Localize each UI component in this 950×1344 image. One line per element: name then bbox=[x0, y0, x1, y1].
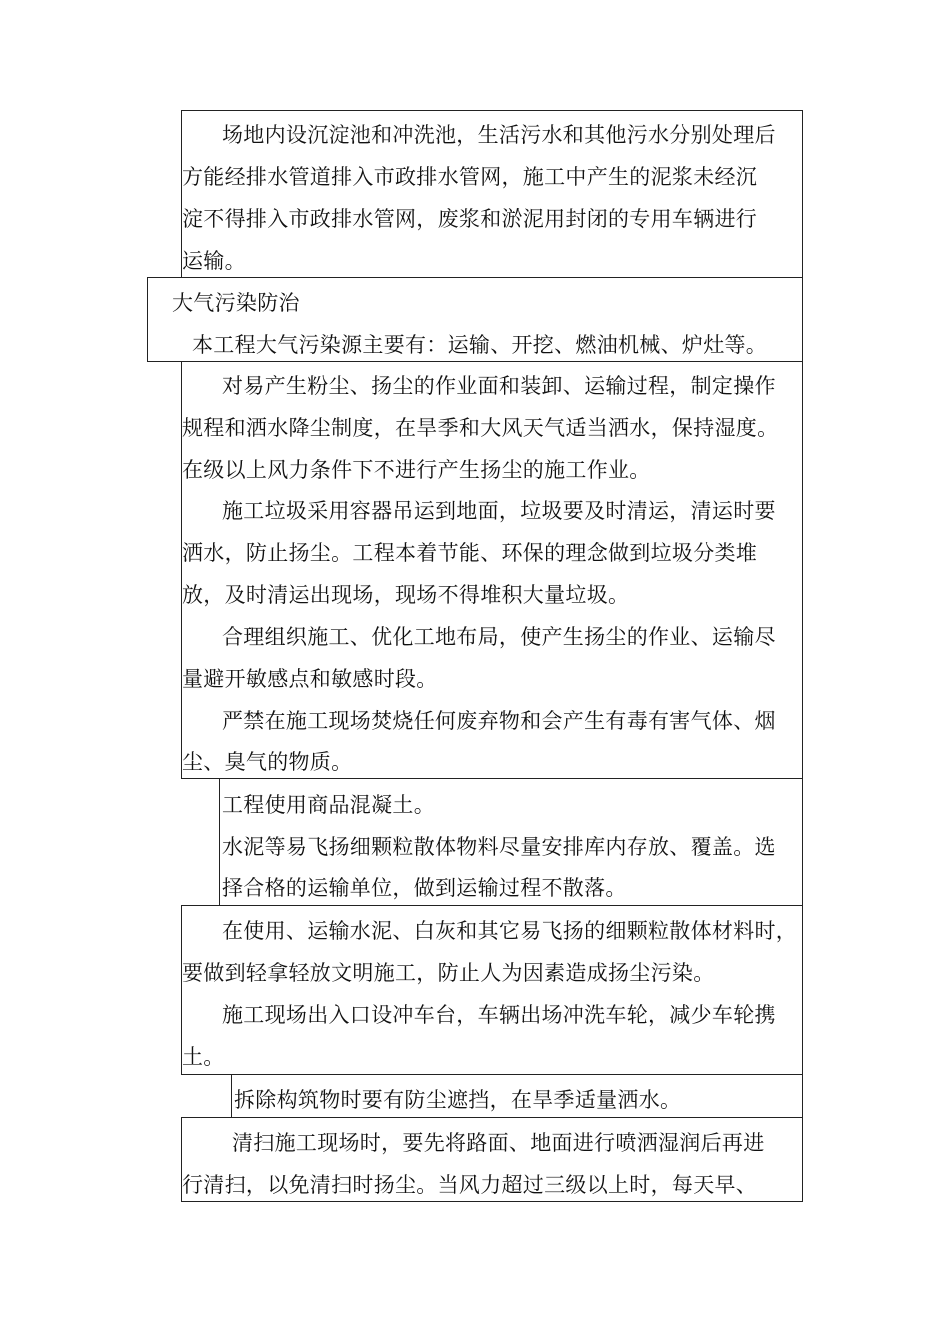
text-line: 清扫施工现场时，要先将路面、地面进行喷洒湿润后再进 bbox=[232, 1131, 765, 1155]
text-line: 放，及时清运出现场，现场不得堆积大量垃圾。 bbox=[182, 583, 630, 607]
text-line: 场地内设沉淀池和冲洗池，生活污水和其他污水分别处理后 bbox=[222, 123, 776, 147]
text-line: 要做到轻拿轻放文明施工，防止人为因素造成扬尘污染。 bbox=[182, 961, 715, 985]
text-line: 行清扫，以免清扫时扬尘。当风力超过三级以上时，每天早、 bbox=[182, 1173, 758, 1197]
text-line: 施工垃圾采用容器吊运到地面，垃圾要及时清运，清运时要 bbox=[222, 499, 776, 523]
text-line: 规程和洒水降尘制度，在旱季和大风天气适当洒水，保持湿度。 bbox=[182, 416, 779, 440]
text-line: 严禁在施工现场焚烧任何废弃物和会产生有毒有害气体、烟 bbox=[222, 709, 776, 733]
text-line: 工程使用商品混凝土。 bbox=[222, 793, 435, 817]
text-line: 在级以上风力条件下不进行产生扬尘的施工作业。 bbox=[182, 458, 651, 482]
text-line: 施工现场出入口设冲车台，车辆出场冲洗车轮，减少车轮携 bbox=[222, 1003, 776, 1027]
text-line: 尘、臭气的物质。 bbox=[182, 750, 353, 774]
text-line: 择合格的运输单位，做到运输过程不散落。 bbox=[222, 876, 627, 900]
text-line: 本工程大气污染源主要有：运输、开挖、燃油机械、炉灶等。 bbox=[192, 333, 768, 357]
section-heading: 大气污染防治 bbox=[172, 291, 300, 315]
text-line: 土。 bbox=[182, 1045, 225, 1069]
text-line: 方能经排水管道排入市政排水管网，施工中产生的泥浆未经沉 bbox=[182, 165, 758, 189]
text-line: 水泥等易飞扬细颗粒散体物料尽量安排库内存放、覆盖。选 bbox=[222, 835, 776, 859]
text-line: 量避开敏感点和敏感时段。 bbox=[182, 667, 438, 691]
text-line: 洒水，防止扬尘。工程本着节能、环保的理念做到垃圾分类堆 bbox=[182, 541, 758, 565]
text-line: 淀不得排入市政排水管网，废浆和淤泥用封闭的专用车辆进行 bbox=[182, 207, 758, 231]
text-line: 合理组织施工、优化工地布局，使产生扬尘的作业、运输尽 bbox=[222, 625, 776, 649]
text-line: 对易产生粉尘、扬尘的作业面和装卸、运输过程，制定操作 bbox=[222, 374, 776, 398]
text-line: 运输。 bbox=[182, 249, 246, 273]
text-line: 拆除构筑物时要有防尘遮挡，在旱季适量洒水。 bbox=[234, 1088, 682, 1112]
text-line: 在使用、运输水泥、白灰和其它易飞扬的细颗粒散体材料时， bbox=[222, 919, 798, 943]
